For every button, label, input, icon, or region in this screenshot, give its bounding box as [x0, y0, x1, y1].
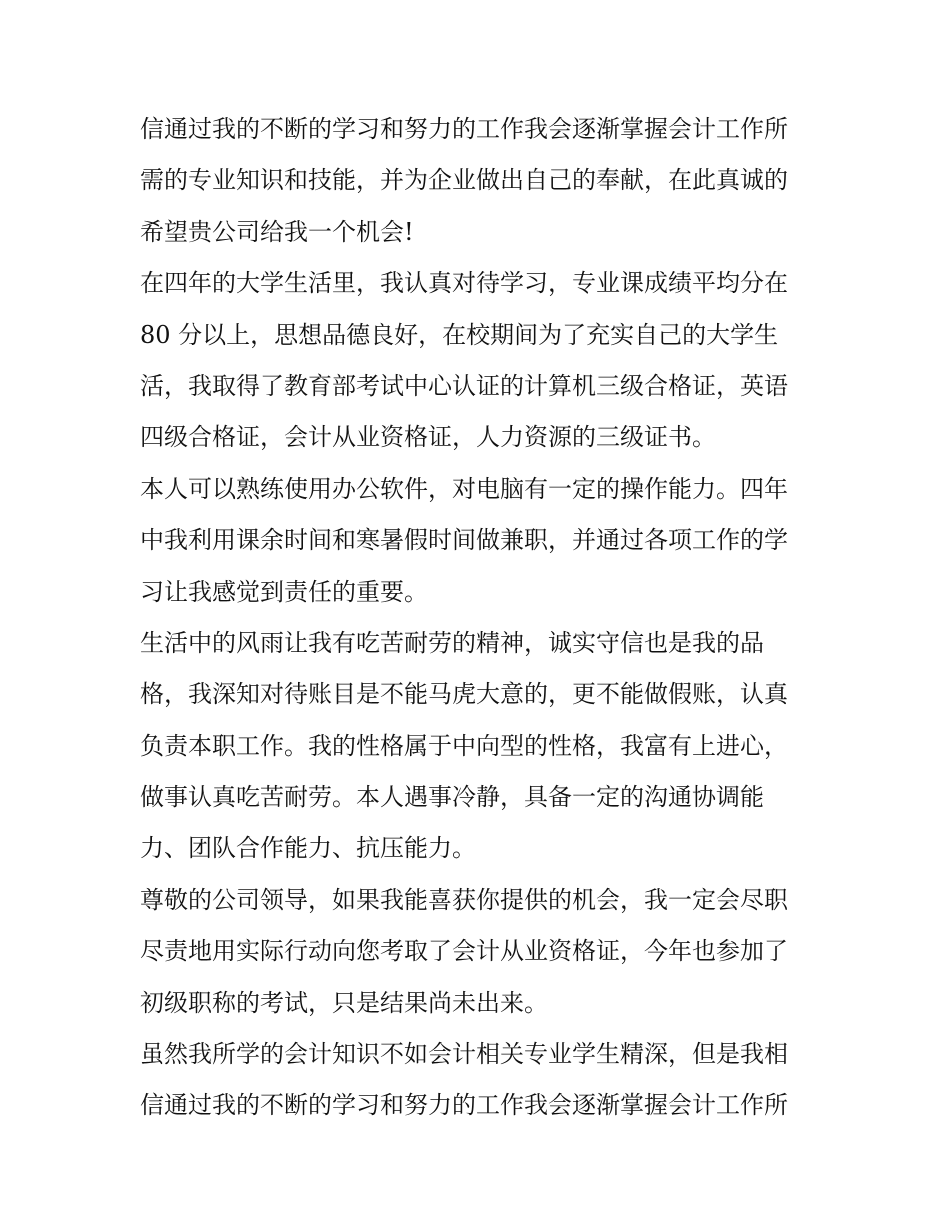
text-line: 负责本职工作。我的性格属于中向型的性格，我富有上进心，: [140, 731, 788, 760]
text-line: 需的专业知识和技能，并为企业做出自己的奉献，在此真诚的: [140, 166, 788, 195]
text-line: 习让我感觉到责任的重要。: [140, 577, 428, 606]
text-line: 信通过我的不断的学习和努力的工作我会逐渐掌握会计工作所: [140, 115, 788, 143]
text-line: 生活中的风雨让我有吃苦耐劳的精神，诚实守信也是我的品: [140, 628, 764, 657]
text-line: 本人可以熟练使用办公软件，对电脑有一定的操作能力。四年: [140, 474, 788, 503]
text-line: 四级合格证，会计从业资格证，人力资源的三级证书。: [140, 423, 716, 452]
text-line: 在四年的大学生活里，我认真对待学习，专业课成绩平均分在: [140, 269, 788, 298]
text-line: 力、团队合作能力、抗压能力。: [140, 834, 476, 863]
text-line: 做事认真吃苦耐劳。本人遇事冷静，具备一定的沟通协调能: [140, 783, 764, 812]
text-line: 希望贵公司给我一个机会!: [140, 217, 414, 246]
text-line: 虽然我所学的会计知识不如会计相关专业学生精深，但是我相: [140, 1040, 788, 1069]
text-line: 信通过我的不断的学习和努力的工作我会逐渐掌握会计工作所: [140, 1091, 788, 1120]
text-line: 活，我取得了教育部考试中心认证的计算机三级合格证，英语: [140, 371, 788, 400]
text-line: 格，我深知对待账目是不能马虎大意的，更不能做假账，认真: [140, 680, 788, 709]
text-line: 中我利用课余时间和寒暑假时间做兼职，并通过各项工作的学: [140, 526, 788, 555]
text-line: 尊敬的公司领导，如果我能喜获你提供的机会，我一定会尽职: [140, 885, 788, 914]
text-line: 80 分以上，思想品德良好，在校期间为了充实自己的大学生: [140, 320, 779, 349]
text-line: 初级职称的考试，只是结果尚未出来。: [140, 988, 548, 1017]
text-line: 尽责地用实际行动向您考取了会计从业资格证，今年也参加了: [140, 937, 788, 966]
body-text: [140, 104, 820, 1132]
